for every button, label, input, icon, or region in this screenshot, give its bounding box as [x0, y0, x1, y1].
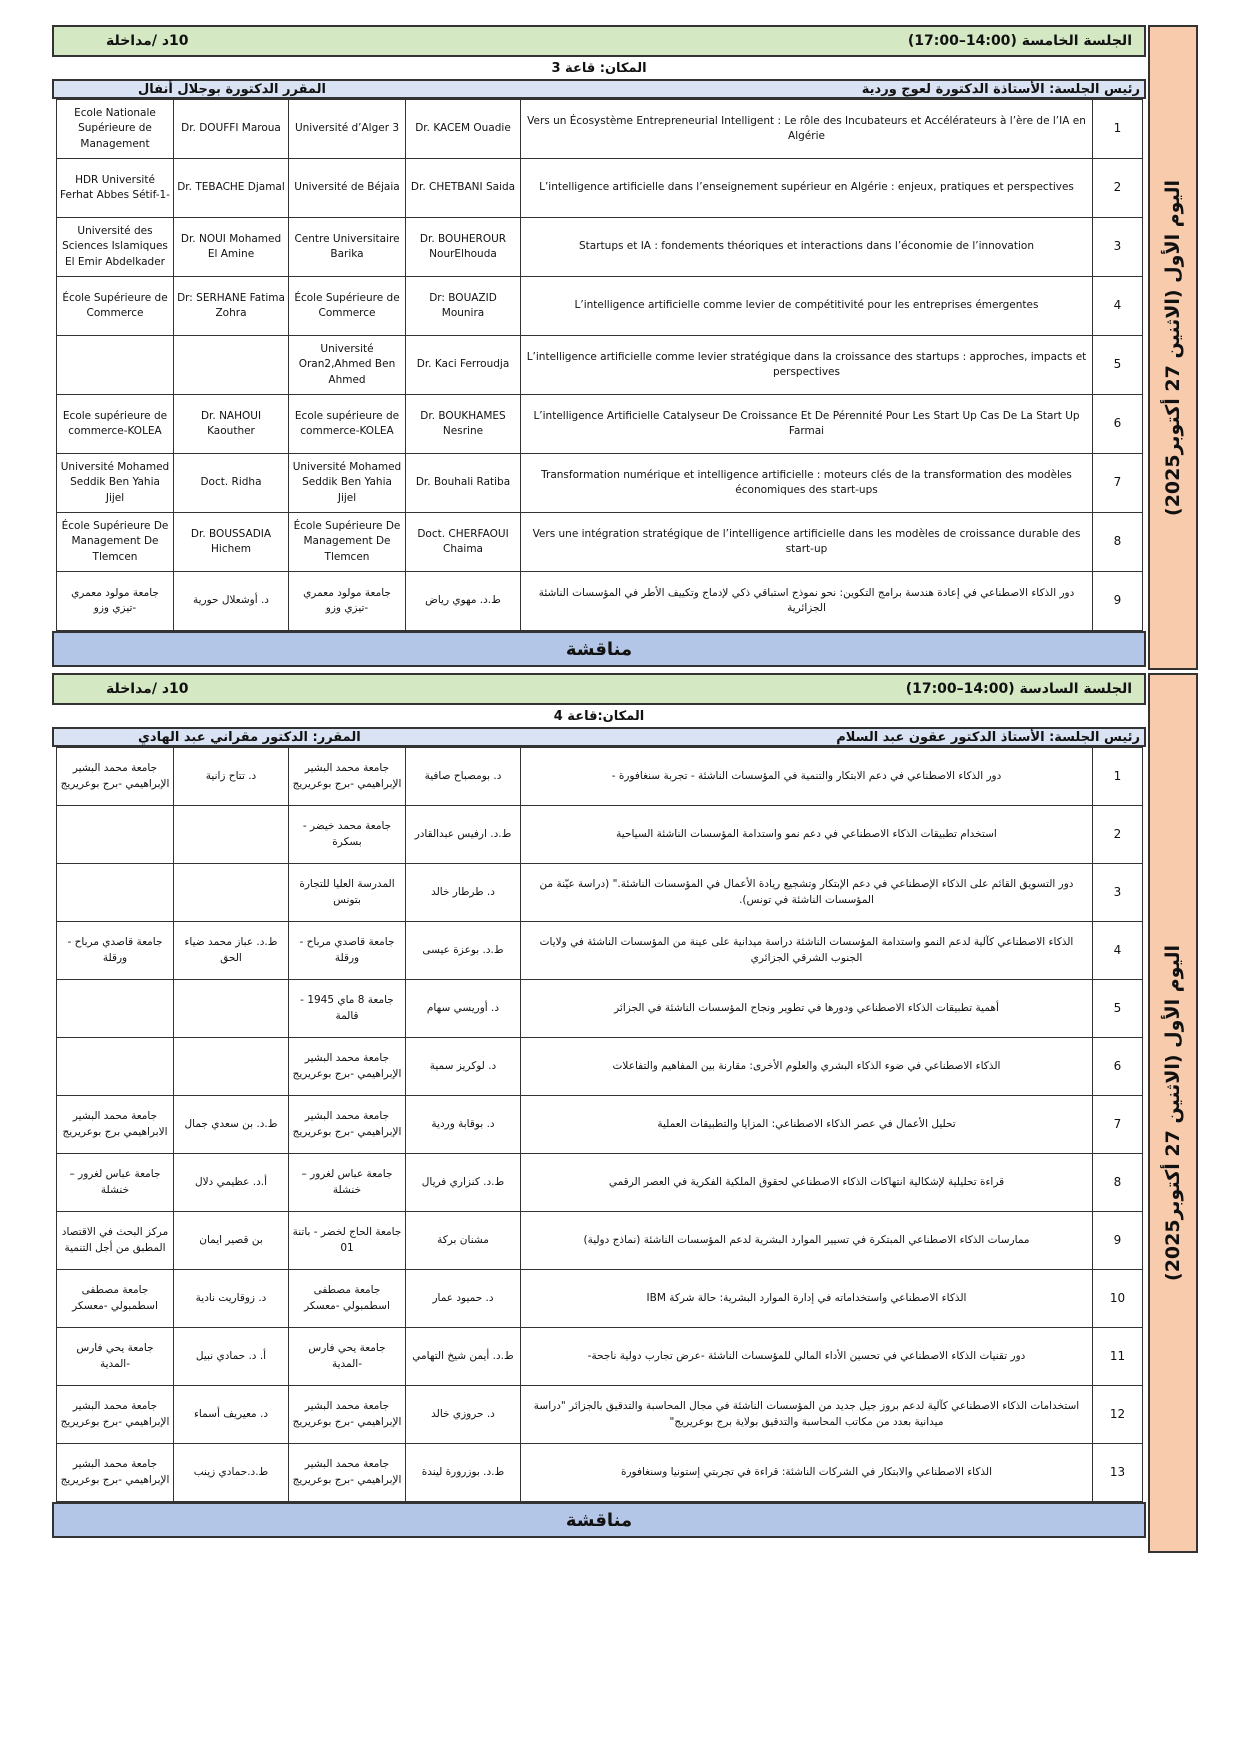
co-author: Doct. Ridha [174, 454, 289, 513]
paper-title: الذكاء الاصطناعي في ضوء الذكاء البشري والعلوم الأخرى: مقارنة بين المفاهيم والتفاعلات [521, 1038, 1093, 1096]
table-row [57, 980, 1143, 1038]
author-institution: جامعة يحي فارس -المدية [289, 1328, 406, 1386]
row-number: 1 [1093, 100, 1143, 159]
author-institution: Ecole supérieure de commerce-KOLEA [289, 395, 406, 454]
co-author-institution: Université Mohamed Seddik Ben Yahia Jijel [57, 454, 174, 513]
author: Dr. CHETBANI Saida [406, 159, 521, 218]
table-row [57, 218, 1143, 277]
author: Dr. BOUKHAMES Nesrine [406, 395, 521, 454]
table-row [57, 864, 1143, 922]
author-institution: جامعة محمد البشير الإبراهيمي -برج بوعريريج [289, 1386, 406, 1444]
discussion-bar: مناقشة [52, 631, 1146, 667]
author-institution: جامعة محمد البشير الإبراهيمي -برج بوعريريج [289, 1444, 406, 1502]
co-author-institution: جامعة محمد البشير الإبراهيمي -برج بوعريريج [57, 1444, 174, 1502]
paper-title: دور الذكاء الاصطناعي في إعادة هندسة برامج التكوين: نحو نموذج استباقي ذكي لإدماج وتكييف الأطر في المؤسسات الناشئة الجزائرية [521, 572, 1093, 631]
row-number: 12 [1093, 1386, 1143, 1444]
co-author: أ. د. حمادي نبيل [174, 1328, 289, 1386]
author-institution: جامعة الحاج لخضر - باتنة 01 [289, 1212, 406, 1270]
session-duration: 10د /مداخلة [106, 33, 189, 49]
row-number: 4 [1093, 922, 1143, 980]
session-rapporteur: المقرر الدكتورة بوجلال أنفال [138, 81, 326, 97]
co-author: د. زوقاريت نادية [174, 1270, 289, 1328]
co-author: ط.د. عباز محمد ضياء الحق [174, 922, 289, 980]
co-author: د. معيريف أسماء [174, 1386, 289, 1444]
row-number: 4 [1093, 277, 1143, 336]
co-author: د. تتاح زانية [174, 748, 289, 806]
session-chair-row [52, 727, 1146, 747]
paper-title: Startups et IA : fondements théoriques et interactions dans l’économie de l’innovation [521, 218, 1093, 277]
co-author-institution: Université des Sciences Islamiques El Emir Abdelkader [57, 218, 174, 277]
co-author: Dr. TEBACHE Djamal [174, 159, 289, 218]
row-number: 1 [1093, 748, 1143, 806]
schedule-table [56, 99, 1143, 631]
author-institution: Université de Béjaia [289, 159, 406, 218]
co-author-institution [57, 806, 174, 864]
co-author-institution: مركز البحث في الاقتصاد المطبق من أجل التنمية [57, 1212, 174, 1270]
co-author: Dr. BOUSSADIA Hichem [174, 513, 289, 572]
table-row [57, 100, 1143, 159]
co-author-institution: Ecole supérieure de commerce-KOLEA [57, 395, 174, 454]
author: ط.د. مهوي رياض [406, 572, 521, 631]
discussion-bar: مناقشة [52, 1502, 1146, 1538]
table-row [57, 1444, 1143, 1502]
author: ط.د. كنزاري فريال [406, 1154, 521, 1212]
co-author-institution: École Supérieure De Management De Tlemcen [57, 513, 174, 572]
row-number: 7 [1093, 454, 1143, 513]
co-author: ط.د.حمادي زينب [174, 1444, 289, 1502]
co-author-institution: جامعة مولود معمري -تيزي وزو [57, 572, 174, 631]
paper-title: L’intelligence artificielle dans l’enseignement supérieur en Algérie : enjeux, pratiques et perspectives [521, 159, 1093, 218]
author: Dr. BOUHEROUR NourElhouda [406, 218, 521, 277]
table-row [57, 1212, 1143, 1270]
paper-title: تحليل الأعمال في عصر الذكاء الاصطناعي: المزايا والتطبيقات العملية [521, 1096, 1093, 1154]
row-number: 9 [1093, 1212, 1143, 1270]
paper-title: الذكاء الاصطناعي كآلية لدعم النمو واستدامة المؤسسات الناشئة دراسة ميدانية على عينة من المؤسسات الناشئة في ولايات الجنوب الشرقي الجزائري [521, 922, 1093, 980]
author-institution: Université Mohamed Seddik Ben Yahia Jijel [289, 454, 406, 513]
author: Doct. CHERFAOUI Chaima [406, 513, 521, 572]
author: د. حميود عمار [406, 1270, 521, 1328]
co-author: Dr. NOUI Mohamed El Amine [174, 218, 289, 277]
paper-title: L’intelligence artificielle comme levier stratégique dans la croissance des startups : approches, impacts et perspectives [521, 336, 1093, 395]
author: د. بومصباح صافية [406, 748, 521, 806]
session-title: الجلسة السادسة (14:00–17:00) [905, 681, 1132, 697]
author: Dr. KACEM Ouadie [406, 100, 521, 159]
table-row [57, 277, 1143, 336]
author: د. طرطار خالد [406, 864, 521, 922]
author: Dr. Kaci Ferroudja [406, 336, 521, 395]
author-institution: جامعة مولود معمري -تيزي وزو [289, 572, 406, 631]
co-author: أ.د. عظيمي دلال [174, 1154, 289, 1212]
row-number: 10 [1093, 1270, 1143, 1328]
row-number: 6 [1093, 395, 1143, 454]
day-label: اليوم الأول (الاثنين 27 أكتوبر2025) [1162, 179, 1185, 516]
co-author-institution: جامعة محمد البشير الإبراهيمي -برج بوعريريج [57, 748, 174, 806]
co-author: Dr: SERHANE Fatima Zohra [174, 277, 289, 336]
table-row [57, 336, 1143, 395]
author-institution: Université d’Alger 3 [289, 100, 406, 159]
co-author: ط.د. بن سعدي جمال [174, 1096, 289, 1154]
table-row [57, 1038, 1143, 1096]
table-row [57, 1328, 1143, 1386]
author: ط.د. بوزرورة ليندة [406, 1444, 521, 1502]
co-author-institution: HDR Université Ferhat Abbes Sétif-1- [57, 159, 174, 218]
co-author-institution: جامعة محمد البشير الابراهيمي برج بوعريريج [57, 1096, 174, 1154]
co-author-institution: جامعة عباس لغرور –خنشلة [57, 1154, 174, 1212]
paper-title: الذكاء الاصطناعي والابتكار في الشركات الناشئة: قراءة في تجربتي إستونيا وسنغافورة [521, 1444, 1093, 1502]
row-number: 3 [1093, 218, 1143, 277]
author: Dr. Bouhali Ratiba [406, 454, 521, 513]
row-number: 2 [1093, 806, 1143, 864]
session-main [52, 673, 1146, 1538]
co-author-institution [57, 980, 174, 1038]
table-row [57, 572, 1143, 631]
table-row [57, 1096, 1143, 1154]
day-label: اليوم الأول (الاثنين 27 أكتوبر2025) [1162, 945, 1185, 1281]
table-row [57, 513, 1143, 572]
author: د. بوقابة وردية [406, 1096, 521, 1154]
paper-title: دور التسويق القائم على الذكاء الإصطناعي في دعم الإبتكار وتشجيع ريادة الأعمال في المؤسسات الناشئة." (دراسة عيّنة من المؤسسات الناشئة في تونس). [521, 864, 1093, 922]
paper-title: استخدام تطبيقات الذكاء الاصطناعي في دعم نمو واستدامة المؤسسات الناشئة السياحية [521, 806, 1093, 864]
co-author-institution [57, 1038, 174, 1096]
session-header [52, 25, 1146, 57]
paper-title: استخدامات الذكاء الاصطناعي كآلية لدعم بروز جيل جديد من المؤسسات الناشئة في مجال المحاسبة والتدقيق بالجزائر "دراسة ميدانية بعدد من مكاتب المحاسبة والتدقيق بولاية برج بوعريريج" [521, 1386, 1093, 1444]
row-number: 8 [1093, 1154, 1143, 1212]
row-number: 9 [1093, 572, 1143, 631]
table-row [57, 806, 1143, 864]
session-title: الجلسة الخامسة (14:00–17:00) [907, 33, 1132, 49]
table-row [57, 748, 1143, 806]
author: Dr: BOUAZID Mounira [406, 277, 521, 336]
author: مشنان بركة [406, 1212, 521, 1270]
day-label-box [1148, 673, 1198, 1553]
paper-title: L’intelligence artificielle comme levier de compétitivité pour les entreprises émergentes [521, 277, 1093, 336]
table-row [57, 1386, 1143, 1444]
co-author-institution: جامعة يحي فارس -المدية [57, 1328, 174, 1386]
paper-title: Vers un Écosystème Entrepreneurial Intelligent : Le rôle des Incubateurs et Accélérateurs à l’ère de l’IA en Algérie [521, 100, 1093, 159]
table-row [57, 922, 1143, 980]
session-block [52, 673, 1198, 1553]
co-author-institution: جامعة مصطفى اسطمبولي -معسكر [57, 1270, 174, 1328]
paper-title: قراءة تحليلية لإشكالية انتهاكات الذكاء الاصطناعي لحقوق الملكية الفكرية في العصر الرقمي [521, 1154, 1093, 1212]
paper-title: الذكاء الاصطناعي واستخداماته في إدارة الموارد البشرية: حالة شركة IBM [521, 1270, 1093, 1328]
author-institution: École Supérieure de Commerce [289, 277, 406, 336]
author-institution: جامعة 8 ماي 1945 - قالمة [289, 980, 406, 1038]
session-header [52, 673, 1146, 705]
row-number: 8 [1093, 513, 1143, 572]
author-institution: جامعة محمد البشير الإبراهيمي -برج بوعريريج [289, 1096, 406, 1154]
paper-title: دور الذكاء الاصطناعي في دعم الابتكار والتنمية في المؤسسات الناشئة - تجربة سنغافورة - [521, 748, 1093, 806]
author: ط.د. أيمن شيخ التهامي [406, 1328, 521, 1386]
co-author [174, 1038, 289, 1096]
session-place: المكان:قاعة 4 [553, 708, 645, 724]
author-institution: Centre Universitaire Barika [289, 218, 406, 277]
session-rapporteur: المقرر: الدكتور مقراني عبد الهادي [138, 729, 361, 745]
author: ط.د. بوعزة عيسى [406, 922, 521, 980]
row-number: 2 [1093, 159, 1143, 218]
table-row [57, 454, 1143, 513]
row-number: 6 [1093, 1038, 1143, 1096]
session-chair: رئيس الجلسة: الأستاذ الدكتور عقون عبد السلام [836, 729, 1140, 745]
row-number: 13 [1093, 1444, 1143, 1502]
row-number: 5 [1093, 980, 1143, 1038]
paper-title: Vers une intégration stratégique de l’intelligence artificielle dans les modèles de croissance durable des start-up [521, 513, 1093, 572]
author-institution: جامعة محمد البشير الإبراهيمي -برج بوعريريج [289, 748, 406, 806]
author: ط.د. ارفيس عبدالقادر [406, 806, 521, 864]
co-author-institution: École Supérieure de Commerce [57, 277, 174, 336]
session-main [52, 25, 1146, 667]
co-author-institution [57, 336, 174, 395]
paper-title: أهمية تطبيقات الذكاء الاصطناعي ودورها في تطوير ونجاح المؤسسات الناشئة في الجزائر [521, 980, 1093, 1038]
author-institution: جامعة مصطفى اسطمبولي -معسكر [289, 1270, 406, 1328]
author-institution: جامعة محمد خيضر - بسكرة [289, 806, 406, 864]
co-author-institution: جامعة محمد البشير الإبراهيمي -برج بوعريريج [57, 1386, 174, 1444]
co-author: بن قصير ايمان [174, 1212, 289, 1270]
table-row [57, 1154, 1143, 1212]
co-author: Dr. NAHOUI Kaouther [174, 395, 289, 454]
author-institution: جامعة عباس لغرور –خنشلة [289, 1154, 406, 1212]
co-author [174, 864, 289, 922]
co-author [174, 980, 289, 1038]
co-author-institution [57, 864, 174, 922]
session-duration: 10د /مداخلة [106, 681, 189, 697]
row-number: 5 [1093, 336, 1143, 395]
schedule-table [56, 747, 1143, 1502]
session-place: المكان: قاعة 3 [551, 60, 647, 76]
table-row [57, 159, 1143, 218]
table-row [57, 395, 1143, 454]
author-institution: École Supérieure De Management De Tlemcen [289, 513, 406, 572]
author-institution: جامعة محمد البشير الإبراهيمي -برج بوعريريج [289, 1038, 406, 1096]
paper-title: L’intelligence Artificielle Catalyseur De Croissance Et De Pérennité Pour Les Start Up Cas De La Start Up Farmai [521, 395, 1093, 454]
author: د. حروزي خالد [406, 1386, 521, 1444]
co-author [174, 336, 289, 395]
paper-title: ممارسات الذكاء الاصطناعي المبتكرة في تسيير الموارد البشرية لدعم المؤسسات الناشئة (نماذج دولية) [521, 1212, 1093, 1270]
co-author-institution: جامعة قاصدي مرباح - ورقلة [57, 922, 174, 980]
day-label-box [1148, 25, 1198, 670]
paper-title: دور تقنيات الذكاء الاصطناعي في تحسين الأداء المالي للمؤسسات الناشئة -عرض تجارب دولية ناجحة- [521, 1328, 1093, 1386]
row-number: 7 [1093, 1096, 1143, 1154]
co-author-institution: Ecole Nationale Supérieure de Management [57, 100, 174, 159]
author: د. أوريسي سهام [406, 980, 521, 1038]
session-chair: رئيس الجلسة: الأستاذة الدكتورة لعوج وردية [861, 81, 1140, 97]
author-institution: المدرسة العليا للتجارة بتونس [289, 864, 406, 922]
co-author [174, 806, 289, 864]
author-institution: جامعة قاصدي مرباح - ورقلة [289, 922, 406, 980]
table-row [57, 1270, 1143, 1328]
author-institution: Université Oran2,Ahmed Ben Ahmed [289, 336, 406, 395]
session-block [52, 25, 1198, 670]
co-author: Dr. DOUFFI Maroua [174, 100, 289, 159]
session-chair-row [52, 79, 1146, 99]
paper-title: Transformation numérique et intelligence artificielle : moteurs clés de la transformation des modèles économiques des start-ups [521, 454, 1093, 513]
row-number: 3 [1093, 864, 1143, 922]
co-author: د. أوشعلال حورية [174, 572, 289, 631]
row-number: 11 [1093, 1328, 1143, 1386]
author: د. لوكريز سمية [406, 1038, 521, 1096]
